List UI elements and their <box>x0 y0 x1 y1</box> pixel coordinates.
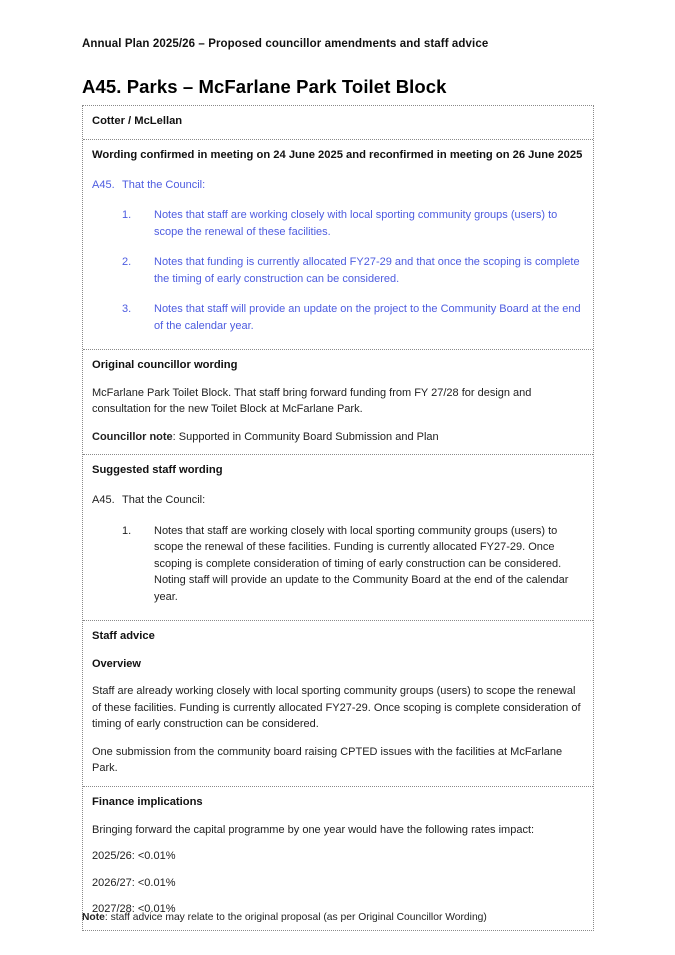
staff-advice-paragraph: Staff are already working closely with local sporting community groups (users) to scope the renewal of these facilities. Funding is currently allocated FY27-29. Once scoping is complete consideration of timing of early construction can be considered. <box>92 685 581 731</box>
confirmed-heading: Wording confirmed in meeting on 24 June 2025 and reconfirmed in meeting on 26 June 2025 <box>92 148 583 161</box>
table-row-suggested-wording <box>83 454 593 620</box>
list-item-number: 1. <box>122 209 132 222</box>
table-row-original-wording <box>83 349 593 454</box>
rates-impact-line: 2025/26: <0.01% <box>92 850 176 863</box>
staff-advice-paragraph: One submission from the community board raising CPTED issues with the facilities at McFarlane Park. <box>92 745 563 775</box>
clause-lead: That the Council: <box>122 178 206 191</box>
finance-intro: Bringing forward the capital programme by one year would have the following rates impact: <box>92 823 535 836</box>
footer-note-label: Note <box>82 912 105 924</box>
list-item-text: Notes that staff are working closely with local sporting community groups (users) to scope the renewal of these facilities. Funding is currently allocated FY27-29. Once scoping is complete consideration of timing of early construction can be considered. Noting staff will provide an update to the Community Board at the end of the calendar year. <box>154 524 569 603</box>
councillor-note <box>92 429 584 446</box>
suggested-list <box>92 523 584 606</box>
list-item <box>122 301 584 334</box>
list-item-text: Notes that staff are working closely with local sporting community groups (users) to scope the renewal of these facilities. <box>154 209 558 238</box>
clause-lead: That the Council: <box>122 494 206 507</box>
rates-impact-line: 2027/28: <0.01% <box>92 903 176 916</box>
footer-note <box>82 911 602 925</box>
staff-advice-subheading: Overview <box>92 657 141 670</box>
staff-advice-heading: Staff advice <box>92 630 155 643</box>
list-item-number: 1. <box>122 524 132 537</box>
list-item <box>122 523 584 606</box>
confirmed-lead-line <box>92 177 584 194</box>
rates-impact-line: 2026/27: <0.01% <box>92 876 176 889</box>
movers-names: Cotter / McLellan <box>92 115 183 127</box>
finance-heading: Finance implications <box>92 795 203 808</box>
document-header: Annual Plan 2025/26 – Proposed councillor amendments and staff advice <box>82 38 489 50</box>
councillor-note-text: : Supported in Community Board Submission and Plan <box>172 430 439 443</box>
list-item <box>122 254 584 287</box>
confirmed-list <box>92 207 584 334</box>
table-row-staff-advice <box>83 620 593 786</box>
table-row-finance <box>83 786 593 930</box>
original-heading: Original councillor wording <box>92 359 238 372</box>
suggested-heading: Suggested staff wording <box>92 464 223 477</box>
list-item <box>122 207 584 240</box>
list-item-text: Notes that funding is currently allocated FY27-29 and that once the scoping is complete the timing of early construction can be considered. <box>154 256 580 285</box>
amendment-table <box>82 105 594 931</box>
suggested-lead-line <box>92 492 584 509</box>
list-item-number: 2. <box>122 256 132 269</box>
clause-ref: A45. <box>92 178 115 191</box>
page-title: A45. Parks – McFarlane Park Toilet Block <box>82 76 447 97</box>
page-content <box>82 38 594 931</box>
table-row-confirmed-wording <box>83 139 593 349</box>
councillor-note-label: Councillor note <box>92 430 173 443</box>
original-body: McFarlane Park Toilet Block. That staff bring forward funding from FY 27/28 for design and consultation for the new Toilet Block at McFarlane Park. <box>92 386 532 416</box>
clause-ref: A45. <box>92 494 115 507</box>
footer-note-text: : staff advice may relate to the original proposal (as per Original Councillor Wording) <box>104 912 487 924</box>
list-item-text: Notes that staff will provide an update on the project to the Community Board at the end of the calendar year. <box>154 303 581 332</box>
list-item-number: 3. <box>122 303 132 316</box>
table-row-movers <box>83 106 593 139</box>
